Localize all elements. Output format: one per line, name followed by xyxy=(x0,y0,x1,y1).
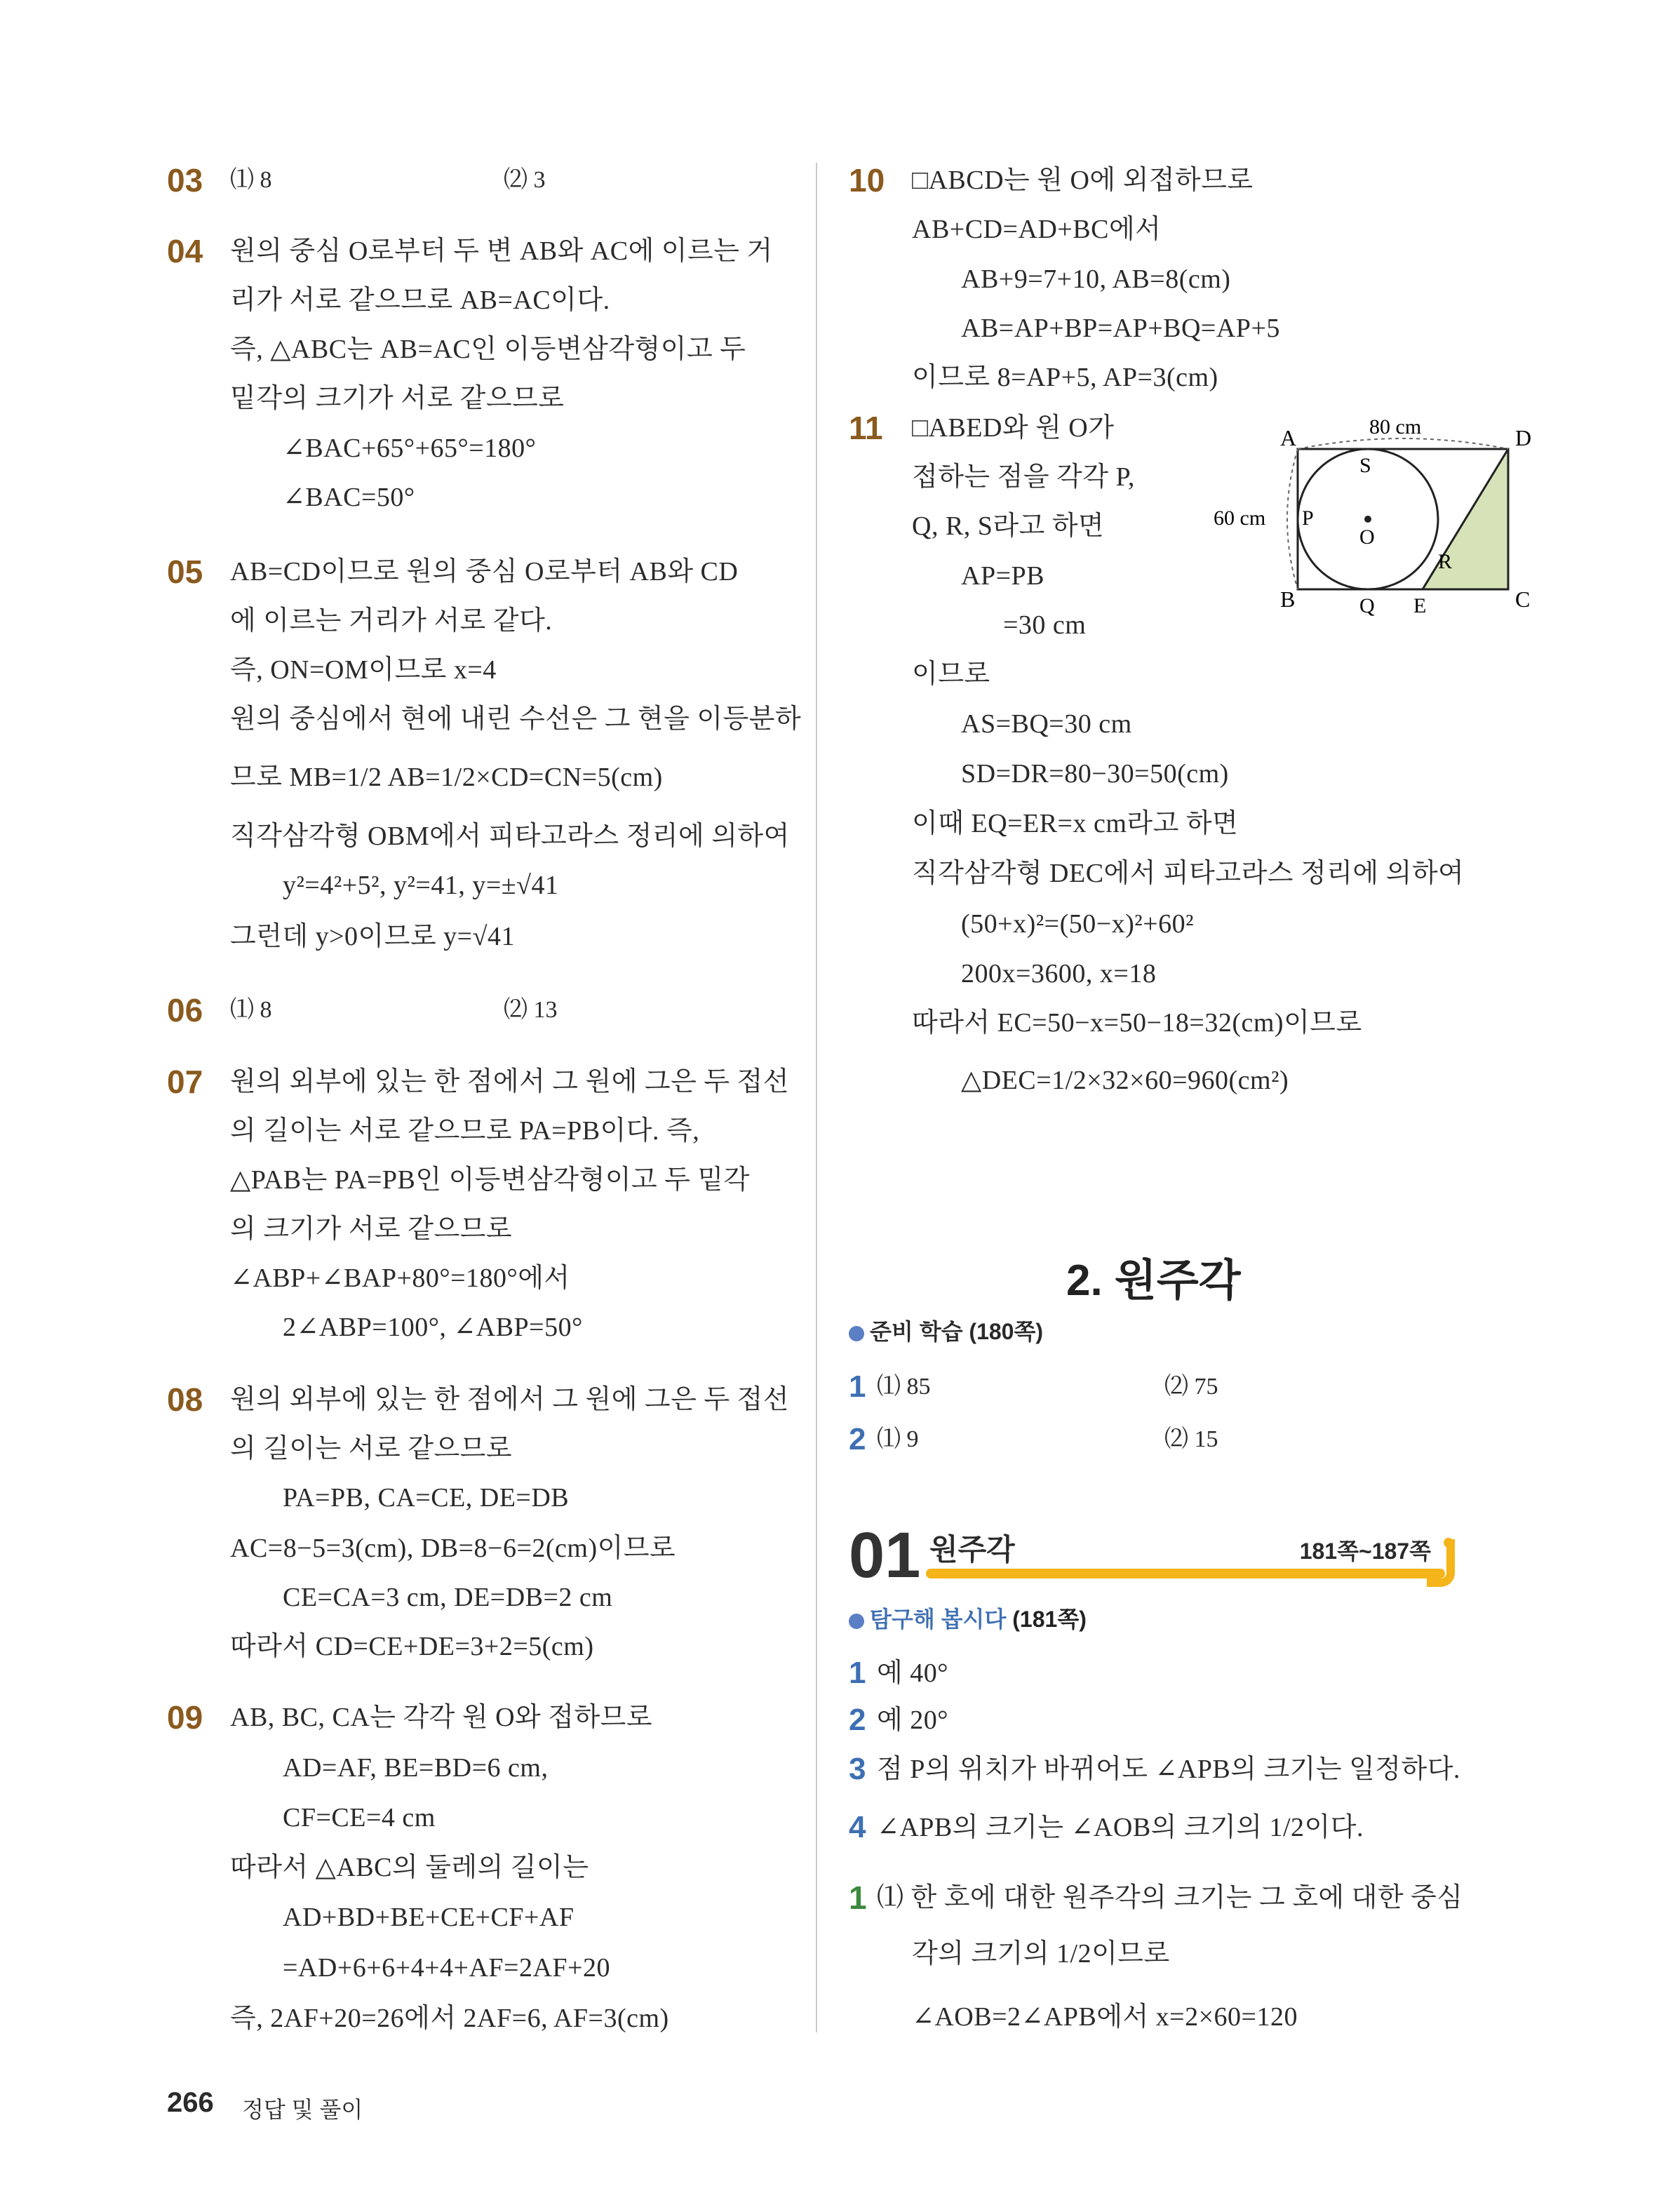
text-line: 예 40° xyxy=(877,1658,948,1688)
formula-line: ∠BAC=50° xyxy=(283,483,415,512)
answer-b: ⑵ 15 xyxy=(1164,1426,1218,1452)
explore-pages: (181쪽) xyxy=(1012,1607,1087,1632)
text-line: 의 길이는 서로 같으므로 xyxy=(230,1434,513,1463)
text-line: 각의 크기의 1/2이므로 xyxy=(912,1939,1170,1969)
formula-line: AC=8−5=3(cm), DB=8−6=2(cm)이므로 xyxy=(230,1534,676,1563)
problem-number: 2 xyxy=(849,1703,866,1737)
formula-line: CE=CA=3 cm, DE=DB=2 cm xyxy=(283,1583,613,1612)
text-line: 직각삼각형 DEC에서 피타고라스 정리에 의하여 xyxy=(912,859,1465,888)
formula-line: ∠ABP+∠BAP+80°=180°에서 xyxy=(230,1263,570,1293)
text-line: Q, R, S라고 하면 xyxy=(912,511,1105,541)
answer-a: ⑴ 9 xyxy=(877,1426,919,1452)
text-line: 예 20° xyxy=(877,1705,948,1735)
answer-b: ⑵ 75 xyxy=(1164,1374,1218,1400)
text-line: 이므로 xyxy=(912,659,990,689)
page-number: 266 xyxy=(167,2087,214,2118)
text-line: 리가 서로 같으므로 AB=AC이다. xyxy=(230,286,610,315)
text-line: 밑각의 크기가 서로 같으므로 xyxy=(230,384,565,413)
problem-number: 09 xyxy=(167,1699,203,1736)
problem-number: 1 xyxy=(849,1879,867,1916)
formula-line: △DEC=1/2×32×60=960(cm²) xyxy=(961,1066,1289,1095)
text-line: 에 이르는 거리가 서로 같다. xyxy=(230,606,553,636)
formula-line: AB+9=7+10, AB=8(cm) xyxy=(961,264,1231,294)
explore-label: 탐구해 봅시다 xyxy=(870,1607,1007,1632)
formula-line: AB+CD=AD+BC에서 xyxy=(912,215,1162,244)
text-line: 이므로 8=AP+5, AP=3(cm) xyxy=(912,363,1218,392)
text-line: 의 크기가 서로 같으므로 xyxy=(230,1214,513,1244)
text-line: 따라서 CD=CE+DE=3+2=5(cm) xyxy=(230,1632,594,1661)
text-line: 즉, ON=OM이므로 x=4 xyxy=(230,655,497,685)
text-line: △PAB는 PA=PB인 이등변삼각형이고 두 밑각 xyxy=(230,1165,750,1195)
problem-number: 4 xyxy=(849,1810,866,1844)
problem-number: 3 xyxy=(849,1752,866,1786)
label-80cm: 80 cm xyxy=(1369,415,1422,438)
bullet-icon xyxy=(849,1614,864,1629)
text-line: 원의 외부에 있는 한 점에서 그 원에 그은 두 접선 xyxy=(230,1067,789,1097)
problem-number: 1 xyxy=(849,1369,866,1404)
formula-line: y²=4²+5², y²=41, y=±√41 xyxy=(283,871,559,900)
problem-number: 04 xyxy=(167,233,203,269)
text-line: ⑴ 한 호에 대한 원주각의 크기는 그 호에 대한 중심 xyxy=(877,1883,1463,1912)
text-line: 즉, 2AF+20=26에서 2AF=6, AF=3(cm) xyxy=(230,2004,669,2033)
text-line: 원의 중심에서 현에 내린 수선은 그 현을 이등분하 xyxy=(230,704,802,734)
label-o: O xyxy=(1359,525,1375,549)
label-d: D xyxy=(1515,425,1532,450)
dimension-arc-left xyxy=(1287,449,1298,589)
text-line: 의 길이는 서로 같으므로 PA=PB이다. 즉, xyxy=(230,1116,700,1146)
text-line: 그런데 y>0이므로 y=√41 xyxy=(230,922,515,951)
explore-heading xyxy=(849,1603,1087,1635)
text-line: AB, BC, CA는 각각 원 O와 접하므로 xyxy=(230,1703,653,1732)
text-line: 원의 외부에 있는 한 점에서 그 원에 그은 두 접선 xyxy=(230,1385,789,1414)
answer-a: ⑴ 85 xyxy=(877,1374,931,1400)
prep-heading xyxy=(849,1315,1043,1348)
problem-number: 1 xyxy=(849,1656,866,1690)
unit-bar-dot xyxy=(1444,1538,1453,1548)
formula-line: 200x=3600, x=18 xyxy=(961,959,1157,988)
footer-label: 정답 및 풀이 xyxy=(242,2097,363,2122)
text-line: 따라서 △ABC의 둘레의 길이는 xyxy=(230,1853,589,1882)
label-a: A xyxy=(1280,425,1297,450)
text-line: 원의 중심 O로부터 두 변 AB와 AC에 이르는 거 xyxy=(230,236,773,266)
label-b: B xyxy=(1280,586,1296,612)
text-line: 점 P의 위치가 바뀌어도 ∠APB의 크기는 일정하다. xyxy=(877,1755,1460,1784)
label-p: P xyxy=(1302,507,1314,530)
label-r: R xyxy=(1438,550,1453,573)
label-s: S xyxy=(1359,454,1371,477)
unit-number: 01 xyxy=(849,1520,921,1591)
formula-line: AB=AP+BP=AP+BQ=AP+5 xyxy=(961,314,1280,343)
bullet-icon xyxy=(849,1326,864,1341)
formula-line: AD=AF, BE=BD=6 cm, xyxy=(283,1753,549,1783)
problem-number: 03 xyxy=(167,162,203,199)
answer-a: ⑴ 8 xyxy=(230,167,272,193)
answer-a: ⑴ 8 xyxy=(230,997,272,1023)
problem-number: 05 xyxy=(167,554,203,590)
formula-line: AD+BD+BE+CE+CF+AF xyxy=(283,1903,575,1932)
text-line: □ABCD는 원 O에 외접하므로 xyxy=(912,166,1254,195)
problem-number: 06 xyxy=(167,992,203,1028)
text-line: 직각삼각형 OBM에서 피타고라스 정리에 의하여 xyxy=(230,822,790,851)
text-line: □ABED와 원 O가 xyxy=(912,413,1115,443)
text-line: ∠APB의 크기는 ∠AOB의 크기의 1/2이다. xyxy=(877,1813,1364,1842)
formula-line: =AD+6+6+4+4+AF=2AF+20 xyxy=(283,1953,610,1983)
prep-label: 준비 학습 (180쪽) xyxy=(870,1319,1044,1344)
formula-line: (50+x)²=(50−x)²+60² xyxy=(961,909,1195,939)
section-title: 2. 원주각 xyxy=(1066,1256,1241,1305)
problem-number: 11 xyxy=(849,410,883,446)
problem-number: 2 xyxy=(849,1422,866,1456)
formula-line: ∠AOB=2∠APB에서 x=2×60=120 xyxy=(912,2002,1298,2032)
unit-title: 원주각 xyxy=(929,1533,1015,1566)
formula-line: AS=BQ=30 cm xyxy=(961,709,1132,739)
geometry-figure xyxy=(1171,414,1592,617)
text-line: 따라서 EC=50−x=50−18=32(cm)이므로 xyxy=(912,1008,1362,1038)
dimension-arc-top xyxy=(1298,438,1508,449)
unit-bar xyxy=(926,1569,1445,1578)
answer-b: ⑵ 3 xyxy=(504,167,546,193)
unit-pages: 181쪽~187쪽 xyxy=(1299,1539,1431,1564)
answer-b: ⑵ 13 xyxy=(504,997,558,1023)
text-line: 이때 EQ=ER=x cm라고 하면 xyxy=(912,809,1239,838)
formula-line: CF=CE=4 cm xyxy=(283,1803,436,1832)
problem-number: 10 xyxy=(849,162,885,199)
label-60cm: 60 cm xyxy=(1214,507,1266,530)
formula-line: 2∠ABP=100°, ∠ABP=50° xyxy=(283,1313,583,1342)
formula-line: =30 cm xyxy=(1003,610,1087,640)
formula-line: ∠BAC+65°+65°=180° xyxy=(283,434,537,463)
label-e: E xyxy=(1413,594,1427,617)
problem-number: 07 xyxy=(167,1064,203,1100)
text-line: 접하는 점을 각각 P, xyxy=(912,462,1135,492)
center-point xyxy=(1364,516,1371,523)
label-c: C xyxy=(1515,586,1531,612)
column-divider xyxy=(816,163,817,2032)
formula-line: AP=PB xyxy=(961,561,1044,591)
text-line: 므로 MB=1/2 AB=1/2×CD=CN=5(cm) xyxy=(230,763,663,792)
label-q: Q xyxy=(1359,594,1375,617)
problem-number: 08 xyxy=(167,1381,203,1418)
formula-line: PA=PB, CA=CE, DE=DB xyxy=(283,1483,570,1513)
unit-header xyxy=(849,1522,1459,1589)
text-line: AB=CD이므로 원의 중심 O로부터 AB와 CD xyxy=(230,557,739,586)
text-line: 즉, △ABC는 AB=AC인 이등변삼각형이고 두 xyxy=(230,335,746,364)
formula-line: SD=DR=80−30=50(cm) xyxy=(961,759,1229,789)
